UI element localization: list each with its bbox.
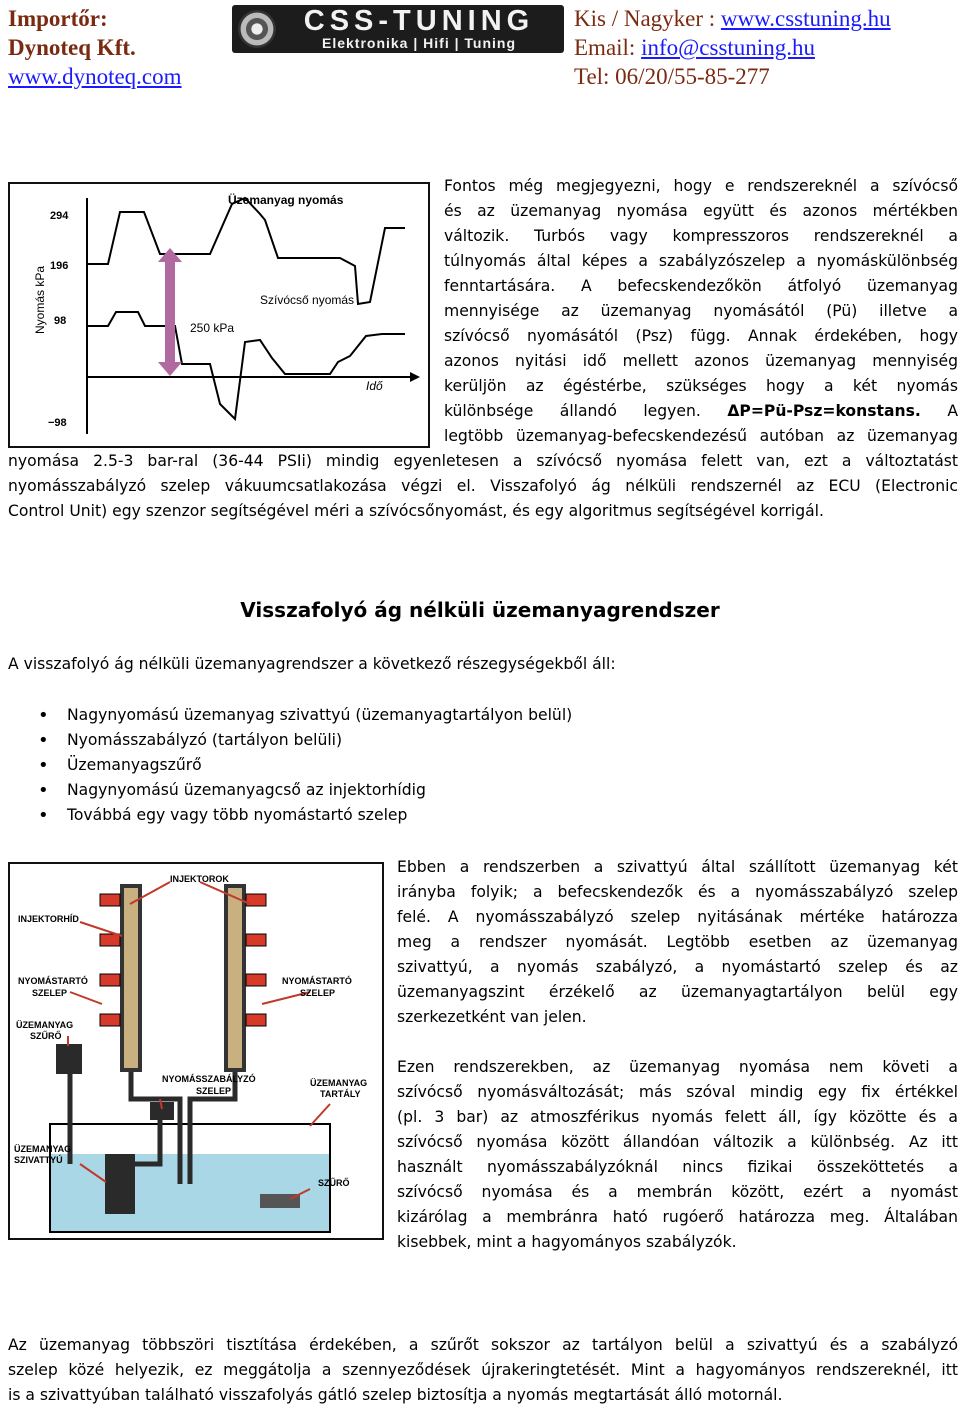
s1-line-3: változik. Turbós vagy kompresszoros rendszereknél a xyxy=(444,227,958,245)
section3-para1 xyxy=(397,855,958,1030)
importer-link[interactable]: www.dynoteq.com xyxy=(8,64,182,89)
phone-line: Tel: 06/20/55-85-277 xyxy=(574,64,770,89)
email-label: Email: xyxy=(574,35,642,60)
chart-title: Üzemanyag nyomás xyxy=(228,193,344,207)
s3-p1-line-1: Ebben a rendszerben a szivattyú által szállított üzemanyag két xyxy=(397,858,958,876)
ytick-196: 196 xyxy=(50,260,69,272)
formula: ΔP=Pü-Psz=konstans xyxy=(727,402,915,420)
fuel-pump xyxy=(105,1154,135,1214)
importer-block xyxy=(8,4,182,91)
s1-line-11: legtöbb üzemanyag-befecskendezésű autóban az üzemanyag xyxy=(444,427,958,445)
label-nyomastarto-left: NYOMÁSTARTÓ xyxy=(18,976,88,986)
label-pump-1: ÜZEMANYAG xyxy=(14,1144,72,1154)
s3-p1-line-4: meg a rendszer nyomását. Legtöbb esetben az üzemanyag xyxy=(397,933,958,951)
label-szelep-right: SZELEP xyxy=(300,988,336,998)
s1-line-2: és az üzemanyag nyomása együtt és azonos mértékben xyxy=(444,202,958,220)
list-item: • Nyomásszabályzó (tartályon belüli) xyxy=(0,728,960,753)
pressure-chart xyxy=(10,184,428,446)
email-link[interactable]: info@csstuning.hu xyxy=(641,35,815,60)
s1-line-1: Fontos még megjegyezni, hogy e rendszereknél a szívócső xyxy=(444,177,958,195)
label-injektorok: INJEKTOROK xyxy=(170,874,229,884)
manifold-pressure-series xyxy=(87,312,405,419)
fuel-pressure-series xyxy=(87,198,405,304)
section1-right-text xyxy=(444,174,958,449)
s1-line-5: fenntartására. A befecskendezőkön átfolyó üzemanyag xyxy=(444,277,958,295)
importer-label: Importőr: xyxy=(8,6,108,31)
s3-p2-line-8: kisebbek, mint a hagyományos szabályzók. xyxy=(397,1233,737,1251)
delta-arrow-bottom xyxy=(158,362,182,376)
logo-main-text: CSS-TUNING xyxy=(303,5,535,37)
manifold-pressure-label: Szívócső nyomás xyxy=(260,293,355,307)
section-heading: Visszafolyó ág nélküli üzemanyagrendszer xyxy=(240,598,720,622)
s3-p1-line-6: üzemanyagszint érzékelő az üzemanyagtartályon belül egy xyxy=(397,983,958,1001)
s1-line-10-tail: A xyxy=(947,402,958,420)
s1-line-7: szívócső nyomásától (Psz) függ. Annak érdekében, hogy xyxy=(444,327,958,345)
ytick-294: 294 xyxy=(50,210,69,222)
ytick-neg98: −98 xyxy=(48,417,67,429)
label-szuro-2: SZŰRŐ xyxy=(30,1031,62,1041)
contact-block xyxy=(574,4,891,91)
sales-link[interactable]: www.csstuning.hu xyxy=(720,6,891,31)
delta-250-label: 250 kPa xyxy=(190,321,235,335)
s3-p2-line-7: kizárólag a membránra ható rugóerő határozza meg. Általában xyxy=(397,1208,958,1226)
left-rail-inner xyxy=(124,888,138,1068)
s4-line-2: szelep közé helyezik, ez meggátolja a szennyeződések újrakeringtetését. Mint a hagyományos rendszereknél, itt xyxy=(8,1361,958,1379)
s1-line-4: túlnyomás által képes a szabályzószelep a nyomáskülönbség xyxy=(444,252,958,270)
s3-p2-line-3: (pl. 3 bar) az atmoszférikus nyomás felett áll, így közötte és a xyxy=(397,1108,958,1126)
email-line xyxy=(574,33,891,62)
component-list xyxy=(0,703,960,828)
section1-full-text xyxy=(8,449,958,524)
s1-line-8: azonos nyitási idő mellett azonos üzemanyag mennyiség xyxy=(444,352,958,370)
fuel-system-diagram xyxy=(8,862,384,1240)
s4-line-3: is a szivattyúban található visszafolyás gátló szelep biztosítja a nyomás megtartását álló motornál. xyxy=(8,1386,783,1404)
sales-line xyxy=(574,4,891,33)
s3-p1-line-3: felé. A nyomásszabályzó szelep nyitásának mértéke határozza xyxy=(397,908,958,926)
s3-p2-line-1: Ezen rendszerekben, az üzemanyag nyomása nem követi a xyxy=(397,1058,958,1076)
s1-line-10-text: különbsége állandó legyen. xyxy=(444,402,701,420)
s1-line-6: mennyisége az üzemanyag nyomásától (Pü) illetve a xyxy=(444,302,958,320)
label-regulator-2: SZELEP xyxy=(196,1086,232,1096)
s1-line-9: kerüljön az égéstérbe, szükséges hogy a két nyomás xyxy=(444,377,958,395)
s3-p2-line-6: szívócső nyomása és a membrán között, ezért a nyomást xyxy=(397,1183,958,1201)
x-axis-arrow xyxy=(410,372,420,382)
list-item: • Nagynyomású üzemanyag szivattyú (üzemanyagtartályon belül) xyxy=(0,703,960,728)
label-regulator-1: NYOMÁSSZABÁLYZÓ xyxy=(162,1074,256,1084)
pressure-chart-figure xyxy=(8,182,430,448)
s3-p2-line-5: használt nyomásszabályzóknál nincs fizikai összeköttetés a xyxy=(397,1158,958,1176)
css-tuning-logo xyxy=(232,5,564,53)
s1-line-10: különbsége állandó legyen. ΔP=Pü-Psz=konstans. A xyxy=(444,402,958,420)
right-rail-inner xyxy=(228,888,242,1068)
label-tank-2: TARTÁLY xyxy=(320,1089,361,1099)
s4-line-1: Az üzemanyag többszöri tisztítása érdekében, a szűrőt sokszor az tartályon belül a szivattyú és a szabályzó xyxy=(8,1336,958,1354)
s3-p1-line-7: szerkezetként van jelen. xyxy=(397,1008,587,1026)
s3-p1-line-2: irányba folyik; a befecskendezők és a nyomásszabályzó szelep xyxy=(397,883,958,901)
label-szuro-1: ÜZEMANYAG xyxy=(16,1020,74,1030)
speaker-icon xyxy=(238,10,276,48)
y-axis-label: Nyomás kPa xyxy=(33,265,47,334)
s1-full-line-3: Control Unit) egy szenzor segítségével méri a szívócsőnyomást, és egy algoritmus segítségével korrigál. xyxy=(8,502,824,520)
s3-p2-line-4: szívócső nyomása között állandóan változik a különbség. Az itt xyxy=(397,1133,958,1151)
fuel-filter xyxy=(56,1044,82,1074)
list-item: • Üzemanyagszűrő xyxy=(0,753,960,778)
fuel-system-svg xyxy=(10,864,382,1238)
importer-name: Dynoteq Kft. xyxy=(8,35,136,60)
ytick-98: 98 xyxy=(54,315,67,327)
sales-label: Kis / Nagyker : xyxy=(574,6,721,31)
s3-p1-line-5: szivattyú, a nyomás szabályzó, a nyomástartó szelep és az xyxy=(397,958,958,976)
s1-full-line-1: nyomása 2.5-3 bar-ral (36-44 PSIi) mindig egyenletesen a szívócső nyomása felett van, ezt a változtatást xyxy=(8,452,958,470)
label-strainer: SZŰRŐ xyxy=(318,1178,350,1188)
section3-para2 xyxy=(397,1055,958,1255)
x-axis-label: Idő xyxy=(366,379,383,393)
label-injektorhid: INJEKTORHÍD xyxy=(18,914,79,924)
logo-sub-text: Elektronika | Hifi | Tuning xyxy=(321,35,517,51)
label-nyomastarto-right: NYOMÁSTARTÓ xyxy=(282,976,352,986)
list-item: • Továbbá egy vagy több nyomástartó szelep xyxy=(0,803,960,828)
section4-text xyxy=(8,1333,958,1408)
section2-intro: A visszafolyó ág nélküli üzemanyagrendszer a következő részegységekből áll: xyxy=(8,655,616,673)
s1-full-line-2: nyomásszabályzó szelep vákuumcsatlakozása végzi el. Visszafolyó ág nélküli rendszernél az ECU (Electronic xyxy=(8,477,958,495)
s3-p2-line-2: szívócső nyomásváltozását; más szóval mindig egy fix értékkel xyxy=(397,1083,958,1101)
label-szelep-left: SZELEP xyxy=(32,988,68,998)
label-pump-2: SZIVATTYÚ xyxy=(14,1155,63,1165)
label-tank-1: ÜZEMANYAG xyxy=(310,1078,368,1088)
list-item: • Nagynyomású üzemanyagcső az injektorhídig xyxy=(0,778,960,803)
